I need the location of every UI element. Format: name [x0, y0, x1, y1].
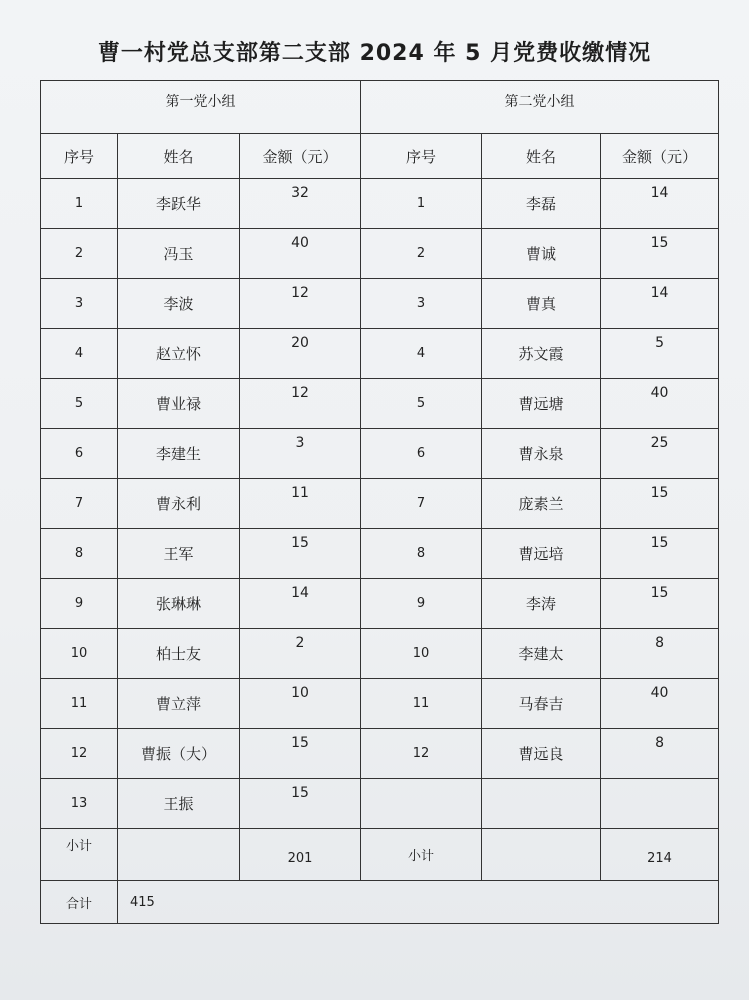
seq-cell: 9	[41, 579, 118, 629]
amount-cell: 15	[240, 779, 361, 829]
amount-cell: 8	[601, 629, 719, 679]
name-cell: 李跃华	[118, 179, 240, 229]
group1-header: 第一党小组	[41, 81, 361, 134]
name-cell: 王军	[118, 529, 240, 579]
table-row	[41, 329, 719, 379]
seq-cell: 11	[41, 679, 118, 729]
amount-cell: 15	[240, 529, 361, 579]
seq-cell: 5	[41, 379, 118, 429]
col-seq-header: 序号	[41, 134, 118, 179]
seq-cell: 7	[361, 479, 482, 529]
dues-table	[40, 80, 719, 924]
amount-cell: 40	[601, 679, 719, 729]
amount-cell: 14	[240, 579, 361, 629]
empty-cell	[482, 829, 601, 881]
name-cell: 柏士友	[118, 629, 240, 679]
table-row	[41, 729, 719, 779]
seq-cell: 4	[361, 329, 482, 379]
subtotal-label: 小计	[361, 829, 482, 881]
seq-cell: 13	[41, 779, 118, 829]
seq-cell: 12	[41, 729, 118, 779]
name-cell	[482, 779, 601, 829]
name-cell: 曹永泉	[482, 429, 601, 479]
name-cell: 曹远塘	[482, 379, 601, 429]
seq-cell: 7	[41, 479, 118, 529]
name-cell: 李涛	[482, 579, 601, 629]
amount-cell: 12	[240, 279, 361, 329]
amount-cell: 15	[601, 529, 719, 579]
name-cell: 冯玉	[118, 229, 240, 279]
group2-header: 第二党小组	[361, 81, 719, 134]
amount-cell: 2	[240, 629, 361, 679]
empty-cell	[118, 829, 240, 881]
name-cell: 曹真	[482, 279, 601, 329]
amount-cell: 5	[601, 329, 719, 379]
col-seq-header: 序号	[361, 134, 482, 179]
subtotal-label: 小计	[41, 829, 118, 881]
seq-cell: 6	[361, 429, 482, 479]
name-cell: 王振	[118, 779, 240, 829]
amount-cell: 15	[601, 229, 719, 279]
table-row	[41, 429, 719, 479]
name-cell: 张琳琳	[118, 579, 240, 629]
amount-cell: 15	[240, 729, 361, 779]
name-cell: 曹远培	[482, 529, 601, 579]
table-row	[41, 279, 719, 329]
total-label: 合计	[41, 881, 118, 924]
name-cell: 曹业禄	[118, 379, 240, 429]
amount-cell: 14	[601, 279, 719, 329]
seq-cell: 1	[361, 179, 482, 229]
table-row	[41, 629, 719, 679]
amount-cell: 15	[601, 579, 719, 629]
amount-cell: 11	[240, 479, 361, 529]
table-row	[41, 779, 719, 829]
table-row	[41, 179, 719, 229]
amount-cell: 40	[601, 379, 719, 429]
table-row	[41, 579, 719, 629]
seq-cell: 3	[41, 279, 118, 329]
name-cell: 曹立萍	[118, 679, 240, 729]
seq-cell: 11	[361, 679, 482, 729]
amount-cell	[601, 779, 719, 829]
col-amount-header: 金额（元）	[240, 134, 361, 179]
amount-cell: 25	[601, 429, 719, 479]
seq-cell: 6	[41, 429, 118, 479]
amount-cell: 40	[240, 229, 361, 279]
subtotal-group2: 214	[601, 829, 719, 881]
seq-cell: 8	[361, 529, 482, 579]
col-amount-header: 金额（元）	[601, 134, 719, 179]
table-row	[41, 529, 719, 579]
table-row	[41, 479, 719, 529]
total-row	[41, 881, 719, 924]
seq-cell: 1	[41, 179, 118, 229]
name-cell: 马春吉	[482, 679, 601, 729]
page-title: 曹一村党总支部第二支部 2024 年 5 月党费收缴情况	[97, 41, 652, 66]
amount-cell: 12	[240, 379, 361, 429]
name-cell: 曹诚	[482, 229, 601, 279]
name-cell: 庞素兰	[482, 479, 601, 529]
amount-cell: 10	[240, 679, 361, 729]
seq-cell: 5	[361, 379, 482, 429]
amount-cell: 14	[601, 179, 719, 229]
total-value: 415	[118, 881, 719, 924]
amount-cell: 32	[240, 179, 361, 229]
col-name-header: 姓名	[482, 134, 601, 179]
seq-cell: 8	[41, 529, 118, 579]
name-cell: 李波	[118, 279, 240, 329]
seq-cell: 3	[361, 279, 482, 329]
amount-cell: 8	[601, 729, 719, 779]
name-cell: 李磊	[482, 179, 601, 229]
amount-cell: 3	[240, 429, 361, 479]
amount-cell: 20	[240, 329, 361, 379]
seq-cell: 12	[361, 729, 482, 779]
table-row	[41, 679, 719, 729]
name-cell: 赵立怀	[118, 329, 240, 379]
seq-cell: 2	[41, 229, 118, 279]
name-cell: 曹振（大）	[118, 729, 240, 779]
name-cell: 曹永利	[118, 479, 240, 529]
name-cell: 曹远良	[482, 729, 601, 779]
seq-cell	[361, 779, 482, 829]
subtotal-group1: 201	[240, 829, 361, 881]
seq-cell: 10	[361, 629, 482, 679]
name-cell: 李建生	[118, 429, 240, 479]
subtotal-row	[41, 829, 719, 881]
col-name-header: 姓名	[118, 134, 240, 179]
name-cell: 李建太	[482, 629, 601, 679]
name-cell: 苏文霞	[482, 329, 601, 379]
amount-cell: 15	[601, 479, 719, 529]
seq-cell: 2	[361, 229, 482, 279]
table-row	[41, 229, 719, 279]
seq-cell: 9	[361, 579, 482, 629]
seq-cell: 4	[41, 329, 118, 379]
table-row	[41, 379, 719, 429]
seq-cell: 10	[41, 629, 118, 679]
